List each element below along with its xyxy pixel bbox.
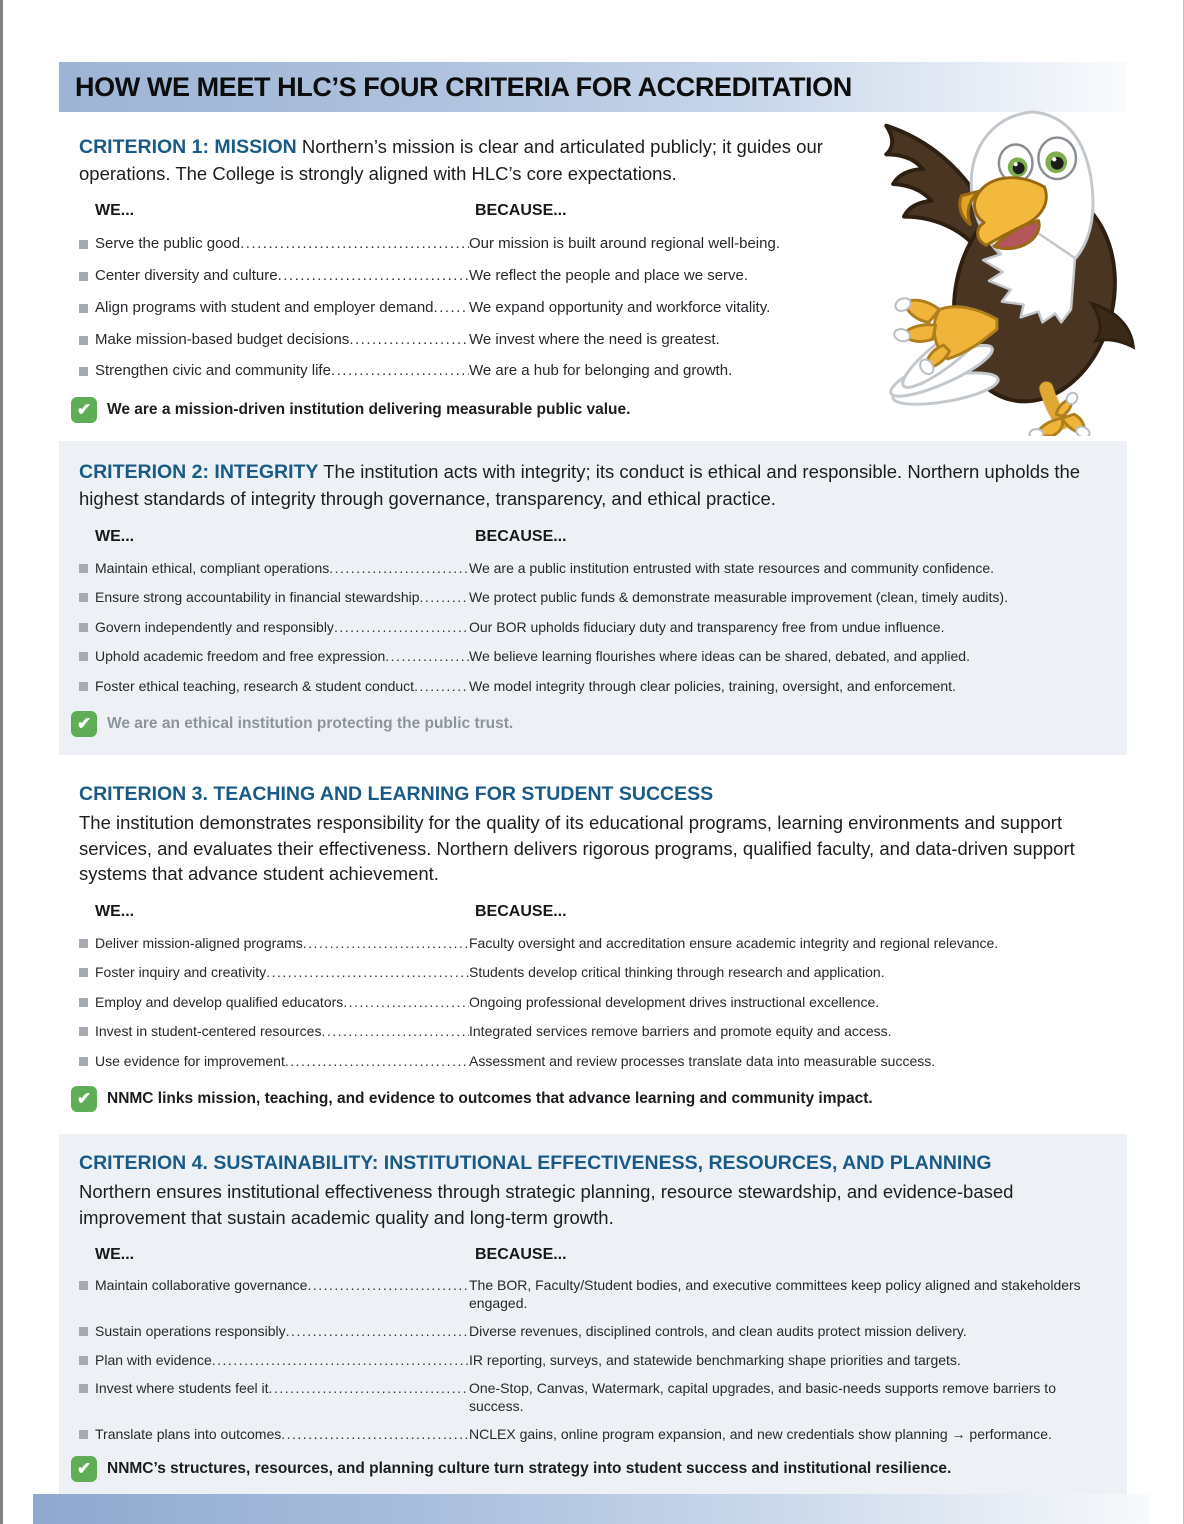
because-item: We protect public funds & demonstrate measurable improvement (clean, timely audits). [469,589,1008,606]
square-bullet-icon [79,593,88,602]
square-bullet-icon [79,623,88,632]
footer-bar [33,1494,1149,1524]
table-row [79,619,1107,637]
table-row [79,648,1107,666]
we-item: Maintain collaborative governance [95,1277,308,1294]
square-bullet-icon [79,682,88,691]
we-item: Invest in student-centered resources [95,1023,322,1040]
criterion-3-intro: The institution demonstrates responsibility for the quality of its educational programs, learning environments and support services, and evaluates their effectiveness. Northern delivers rigorous programs, qualified faculty, and data-driven support systems that advance student achievement. [79,812,1075,885]
criterion-4-section [59,1134,1127,1500]
we-item: Govern independently and responsibly [95,618,334,635]
because-item: We believe learning flourishes where ideas can be shared, debated, and applied. [469,648,970,665]
we-item: Use evidence for improvement [95,1052,285,1069]
criterion-4-intro: Northern ensures institutional effectiveness through strategic planning, resource stewardship, and evidence-based improvement that sustain academic quality and long-term growth. [79,1181,1014,1228]
because-item: One-Stop, Canvas, Watermark, capital upgrades, and basic-needs supports remove barriers to success. [469,1380,1056,1414]
because-column-header: BECAUSE... [475,202,567,220]
we-item: Center diversity and culture [95,267,278,285]
because-item: We model integrity through clear policies, training, oversight, and enforcement. [469,677,956,694]
because-column-header: BECAUSE... [475,1246,567,1264]
square-bullet-icon [79,367,88,376]
because-item: We invest where the need is greatest. [469,330,720,348]
table-row [79,1426,1107,1444]
square-bullet-icon [79,998,88,1007]
criterion-3-section [59,781,1127,1120]
square-bullet-icon [79,1327,88,1336]
square-bullet-icon [79,564,88,573]
we-item: Strengthen civic and community life [95,362,331,380]
check-icon [71,397,97,423]
check-icon [71,1456,97,1482]
table-row [79,1053,1107,1071]
because-item: We are a hub for belonging and growth. [469,362,733,380]
criterion-2-heading: CRITERION 2: INTEGRITY [79,461,319,484]
dot-leader [434,299,469,318]
we-item: Sustain operations responsibly [95,1323,286,1340]
square-bullet-icon [79,272,88,281]
we-item: Deliver mission-aligned programs [95,934,303,951]
criterion-2-summary [71,711,1107,737]
dot-leader [349,331,469,350]
column-headers [79,903,1107,923]
because-column-header: BECAUSE... [475,902,567,920]
because-item: We are a public institution entrusted with state resources and community confidence. [469,559,995,576]
we-column-header: WE... [95,527,135,545]
square-bullet-icon [79,240,88,249]
criterion-2-section [59,441,1127,755]
dot-leader [286,1323,469,1341]
table-row [79,1023,1107,1041]
dot-leader [331,362,469,381]
criterion-3-summary [71,1086,1107,1112]
we-item: Make mission-based budget decisions [95,330,350,348]
table-row [79,1277,1107,1312]
dot-leader [212,1352,469,1370]
dot-leader [266,964,469,982]
dot-leader [343,994,469,1012]
because-item: Ongoing professional development drives instructional excellence. [469,993,880,1010]
eagle-mascot [835,100,1145,436]
check-icon [71,711,97,737]
table-row [79,589,1107,607]
we-item: Align programs with student and employer demand [95,298,434,316]
column-headers [79,528,1107,548]
criterion-4-summary [71,1456,1107,1482]
criterion-1-heading: CRITERION 1: MISSION [79,136,297,158]
because-item: Diverse revenues, disciplined controls, and clean audits protect mission delivery. [469,1323,967,1340]
table-row [79,964,1107,982]
because-item: We reflect the people and place we serve. [469,267,749,285]
square-bullet-icon [79,1430,88,1439]
dot-leader [278,267,469,286]
criterion-2-intro-text: The institution acts with integrity; its conduct is ethical and responsible. Northern upholds the highest standards of integrity through governance, transparency, and ethical practice. [79,461,1081,510]
summary-text: We are an ethical institution protecting the public trust. [107,715,514,733]
we-column-header: WE... [95,202,135,220]
square-bullet-icon [79,336,88,345]
dot-leader [420,589,469,607]
we-item: Uphold academic freedom and free expression [95,648,386,665]
because-item: Integrated services remove barriers and promote equity and access. [469,1023,892,1040]
square-bullet-icon [79,1281,88,1290]
dot-leader [269,1380,469,1398]
we-item: Invest where students feel it [95,1380,269,1397]
because-item: NCLEX gains, online program expansion, and new credentials show planning → performance. [469,1426,1052,1443]
summary-text: NNMC’s structures, resources, and planning culture turn strategy into student success and institutional resilience. [107,1459,952,1477]
we-item: Ensure strong accountability in financial stewardship [95,589,420,606]
because-item: Our BOR upholds fiduciary duty and transparency free from undue influence. [469,618,945,635]
we-item: Maintain ethical, compliant operations [95,559,330,576]
page-title: HOW WE MEET HLC’S FOUR CRITERIA FOR ACCREDITATION [75,71,852,102]
table-row [79,1352,1107,1370]
dot-leader [307,1277,469,1295]
we-column-header: WE... [95,902,135,920]
criterion-4-heading: CRITERION 4. SUSTAINABILITY: INSTITUTIONAL EFFECTIVENESS, RESOURCES, AND PLANNING [79,1152,992,1175]
dot-leader [285,1053,469,1071]
summary-text: NNMC links mission, teaching, and evidence to outcomes that advance learning and community impact. [107,1090,873,1108]
square-bullet-icon [79,1384,88,1393]
because-item: We expand opportunity and workforce vitality. [469,298,771,316]
criterion-3-heading: CRITERION 3. TEACHING AND LEARNING FOR STUDENT SUCCESS [79,783,714,806]
criterion-1-intro [79,134,827,186]
check-icon [71,1086,97,1112]
because-item: Students develop critical thinking through research and application. [469,964,885,981]
dot-leader [385,648,469,666]
summary-text: We are a mission-driven institution delivering measurable public value. [107,401,631,419]
we-item: Employ and develop qualified educators [95,993,344,1010]
square-bullet-icon [79,1356,88,1365]
table-row [79,678,1107,696]
criterion-2-intro [79,459,1107,511]
dot-leader [240,235,469,254]
table-row [79,1323,1107,1341]
we-item: Foster ethical teaching, research & student conduct [95,677,415,694]
because-item: Our mission is built around regional well-being. [469,235,780,253]
criterion-1-intro-text: Northern’s mission is clear and articulated publicly; it guides our operations. The College is strongly aligned with HLC’s core expectations. [79,136,823,184]
dot-leader [303,935,469,953]
because-item: The BOR, Faculty/Student bodies, and executive committees keep policy aligned and stakeholders engaged. [469,1277,1081,1311]
because-column-header: BECAUSE... [475,527,567,545]
we-item: Foster inquiry and creativity [95,964,267,981]
dot-leader [414,678,469,696]
because-item: Faculty oversight and accreditation ensure academic integrity and regional relevance. [469,934,999,951]
square-bullet-icon [79,1057,88,1066]
we-item: Translate plans into outcomes [95,1426,282,1443]
dot-leader [281,1426,469,1444]
square-bullet-icon [79,652,88,661]
square-bullet-icon [79,304,88,313]
table-row [79,935,1107,953]
column-headers [79,1246,1107,1266]
table-row [79,560,1107,578]
we-column-header: WE... [95,1246,135,1264]
dot-leader [334,619,469,637]
dot-leader [321,1023,469,1041]
square-bullet-icon [79,939,88,948]
we-item: Serve the public good [95,235,241,253]
table-row [79,994,1107,1012]
square-bullet-icon [79,1027,88,1036]
we-item: Plan with evidence [95,1351,212,1368]
because-item: Assessment and review processes translate data into measurable success. [469,1052,936,1069]
because-item: IR reporting, surveys, and statewide benchmarking shape priorities and targets. [469,1351,961,1368]
table-row [79,1380,1107,1415]
dot-leader [329,560,469,578]
square-bullet-icon [79,968,88,977]
